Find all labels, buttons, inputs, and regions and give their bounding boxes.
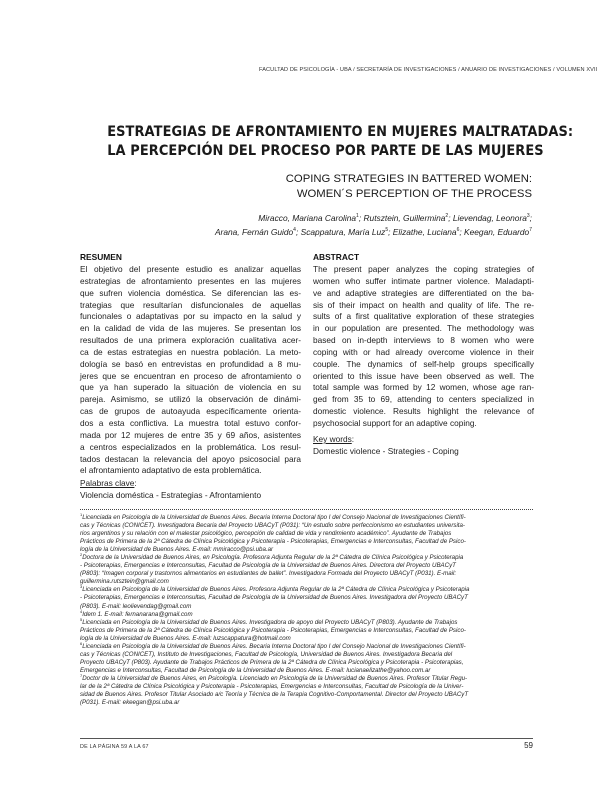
footnotes — [80, 511, 533, 707]
key-words-label: Key words — [313, 434, 352, 444]
abstract-line: domestic violence. Results highlight the relevance of — [313, 406, 534, 417]
author-list — [120, 212, 532, 239]
abstract-line: based on in-depth interviews to 8 women who were — [313, 335, 534, 346]
footnote-line — [80, 554, 533, 562]
footnote-line — [80, 667, 533, 675]
footnote-mark: 5 — [80, 616, 83, 622]
resumen-body — [80, 264, 301, 477]
footnote-text: Doctora de la Universidad de Buenos Aires, en Psicología. Profesora Adjunta Regular de la 2ª Cátedra de Clínica Psicológica y Psicoterapia — [82, 554, 464, 562]
footnote-mark: 1 — [80, 511, 83, 517]
author-name: Arana, Fernán Guido — [214, 226, 294, 237]
resumen-line: funcionales o adaptativas por su impacto en la salud y — [80, 311, 301, 322]
resumen-line: trategias que resultarían disfuncionales de aquellas — [80, 299, 301, 310]
footnote-line — [80, 699, 533, 707]
abstract-line: total sample was formed by 12 women, whose age ran- — [313, 382, 534, 393]
resumen-line: cas de grupos de autoayuda específicamente orienta- — [80, 406, 301, 417]
abstract-line: psychosocial support for an adaptive coping. — [313, 417, 477, 428]
abstract-line: ve and adaptive strategies are differentiated on the ba- — [313, 287, 534, 298]
authors-line-1 — [120, 212, 532, 226]
abstract-body — [313, 264, 534, 430]
footnote-text: Idem 1. E-mail: fernanarana@gmail.com — [82, 610, 193, 618]
author-affiliation-mark: 3 — [526, 213, 530, 220]
resumen-line: estrategias de afrontamiento presentes en las mujeres — [80, 275, 301, 286]
resumen-line: dos a esta conflictiva. La muestra total estuvo confor- — [80, 417, 301, 428]
page-range: DE LA PÁGINA 59 A LA 67 — [80, 744, 149, 750]
title-line-2: LA PERCEPCIÓN DEL PROCESO POR PARTE DE LAS MUJERES — [107, 143, 544, 159]
footnote-line — [80, 627, 533, 635]
resumen-line: en la calidad de vida de las mujeres. Se presentan los — [80, 323, 301, 334]
footnote-line — [80, 640, 533, 651]
resumen-line: el afrontamiento adaptativo de esta problemática. — [80, 465, 262, 476]
author-affiliation-mark: 7 — [529, 226, 532, 233]
footnote-text: Licenciada en Psicología de la Universidad de Buenos Aires. Investigadora de apoyo del Proyecto UBACyT (P803). Ayudante de Trabajos — [82, 618, 458, 626]
footnote-text: Licenciada en Psicología de la Universidad de Buenos Aires. Profesora Adjunta Regular de la 2ª Cátedra de Clínica Psicológica y Psicoterapia — [82, 586, 470, 594]
footnote-text: lar de la 2ª Cátedra de Clínica Psicológica y Psicoterapia - Psicoterapias, Emergencias e Interconsultas, Facultad de Psicología de la Univer- — [80, 682, 464, 690]
footnote-line — [80, 586, 533, 594]
footnote-text: (P803): “Imagen corporal y trastornos alimentarios en estudiantes de ballet”. Investigadora Formada del Proyecto UBACyT (P031). E-mail: — [80, 570, 457, 578]
author-separator: ; — [388, 226, 393, 237]
author-affiliation-mark: 4 — [293, 226, 296, 233]
abstract-line: The present paper analyzes the coping strategies of — [313, 264, 534, 274]
author-affiliation-mark: 6 — [456, 226, 460, 233]
subtitle-line-2: WOMEN´S PERCEPTION OF THE PROCESS — [296, 188, 532, 200]
title-line-1: ESTRATEGIAS DE AFRONTAMIENTO EN MUJERES MALTRATADAS: — [107, 124, 574, 140]
abstract-line: ged from 35 to 69, attending to centers specialized in — [313, 394, 534, 405]
resumen-line: resultados de una primera exploración cualitativa acer- — [80, 335, 301, 346]
footnote-text: - Psicoterapias, Emergencias e Interconsultas, Facultad de Psicología de la Universidad de Buenos Aires. Investigadora del Proyecto UBACyT — [80, 594, 468, 602]
english-title — [260, 172, 532, 202]
author-separator: ; — [358, 213, 364, 223]
resumen-line: a centros especializados en la problemática. Los resul- — [80, 441, 301, 452]
footnote-line — [80, 562, 533, 570]
author-name: Keegan, Eduardo — [464, 226, 530, 237]
footnote-text: (P031). E-mail: ekeegan@psi.uba.ar — [80, 699, 180, 707]
resumen-line: pareja. Asimismo, se utilizó la observación de dinámi- — [80, 394, 301, 405]
footnote-line — [80, 530, 533, 538]
footnote-line — [80, 683, 533, 691]
running-head: FACULTAD DE PSICOLOGÍA - UBA / SECRETARÍA DE INVESTIGACIONES / ANUARIO DE INVESTIGACIONES / VOLUMEN XVII — [259, 67, 598, 73]
footnote-mark: 2 — [80, 552, 83, 558]
page-number: 59 — [524, 741, 533, 750]
footnote-mark: 3 — [80, 584, 83, 590]
footnote-line — [80, 570, 533, 578]
footnote-mark: 7 — [80, 672, 83, 678]
author-name: Elizathe, Luciana — [392, 226, 457, 237]
authors-line-2 — [120, 226, 532, 240]
abstract-line: sis of their impact on health and quality of life. The re- — [313, 299, 534, 310]
key-words: Key words: Domestic violence - Strategies - Coping — [313, 434, 459, 456]
footnote-text: sidad de Buenos Aires. Profesor Titular Asociado a/c Teoría y Técnica de la Terapia Cognitivo-Comportamental. Director del Proyecto UBACyT — [80, 691, 469, 699]
abstract-line: couple. The dynamics of self-help groups specifically — [313, 358, 534, 369]
resumen-line: tados destacan la relevancia del apoyo psicosocial para — [80, 453, 301, 464]
author-affiliation-mark: 2 — [445, 213, 449, 220]
footer-rule — [80, 738, 533, 739]
footnote-text: - Psicoterapias, Emergencias e Interconsultas, Facultad de Psicología de la Universidad de Buenos Aires. Directora del Proyecto UBACyT — [80, 562, 456, 570]
footnote-text: Prácticos de Primera de la 2ª Cátedra de Clínica Psicológica y Psicoterapia - Psicoterapias, Emergencias e Interconsultas, Facultad de Psico- — [80, 538, 466, 546]
resumen-line: dología se basó en entrevistas en profundidad a 8 mu- — [80, 358, 301, 369]
abstract-line: women who suffer intimate partner violence. Maladapti- — [313, 275, 534, 286]
footnote-line — [80, 522, 533, 530]
palabras-clave-label: Palabras clave — [80, 478, 135, 488]
footnote-line — [80, 672, 533, 683]
footnote-mark: 4 — [80, 608, 83, 614]
abstract-heading: ABSTRACT — [313, 252, 360, 262]
author-name: Rutsztein, Guillermina — [363, 213, 446, 223]
footnote-separator — [80, 509, 533, 510]
resumen-heading: RESUMEN — [80, 252, 122, 262]
article-title — [107, 123, 574, 161]
abstract-line: oriented to this issue have been observed as well. The — [313, 370, 534, 381]
abstract-line: in our population are presented. The methodology was — [313, 323, 534, 334]
footnote-line — [80, 608, 533, 619]
footnote-line — [80, 603, 533, 611]
footnote-line — [80, 616, 533, 627]
footnote-line — [80, 594, 533, 602]
author-separator: ; — [459, 226, 465, 237]
footnote-text: guillermina.rutsztein@gmail.com — [80, 578, 169, 586]
footnote-line — [80, 659, 533, 667]
footnote-line — [80, 538, 533, 546]
footnote-text: Emergencias e Interconsultas, Facultad de Psicología de la Universidad de Buenos Aires. E-mail: lucianaelizathe@yahoo.com.ar — [80, 666, 431, 674]
resumen-line: jeres que se encuentran en proceso de afrontamiento o — [80, 370, 301, 381]
footnote-text: Licenciada en Psicología de la Universidad de Buenos Aires. Becaria Interna Doctoral tipo I del Consejo Nacional de Investigaciones Científi- — [82, 642, 466, 650]
footnote-text: (P803). E-mail: leolievendag@gmail.com — [80, 602, 192, 610]
resumen-line: mada por 12 mujeres de entre 35 y 69 años, asistentes — [80, 429, 301, 440]
palabras-clave: Palabras clave: Violencia doméstica - Estrategias - Afrontamiento — [80, 478, 262, 500]
footnote-text: Proyecto UBACyT (P803). Ayudante de Trabajos Prácticos de Primera de la 2ª Cátedra de Clínica Psicológica y Psicoterapia - Psicoterapias, — [80, 658, 464, 666]
footnote-line — [80, 511, 533, 522]
footnote-mark: 6 — [80, 640, 83, 646]
footnote-text: Prácticos de Primera de la 2ª Cátedra de Clínica Psicológica y Psicoterapia - Psicoterapias, Emergencias e Interconsultas, Facultad de Psico- — [80, 626, 466, 634]
resumen-line: que ya han superado la situación de violencia en su — [80, 382, 301, 393]
footnote-text: logía de la Universidad de Buenos Aires. E-mail: mmiracco@psi.uba.ar — [80, 546, 274, 554]
footnote-text: cas y Técnicas (CONICET), Instituto de Investigaciones, Facultad de Psicología, Universidad de Buenos Aires. Investigadora Becaria del — [80, 650, 453, 658]
author-separator: ; — [448, 213, 453, 223]
footnote-line — [80, 635, 533, 643]
author-affiliation-mark: 5 — [385, 226, 389, 233]
author-name: Scappatura, María Luz — [300, 226, 386, 237]
footnote-text: logía de la Universidad de Buenos Aires. E-mail: luzscappatura@hotmail.com — [80, 634, 291, 642]
footnote-text: Licenciada en Psicología de la Universidad de Buenos Aires. Becaria Interna Doctoral tipo I del Consejo Nacional de Investigaciones Científi- — [82, 514, 466, 521]
author-name: Miracco, Mariana Carolina — [258, 213, 357, 223]
footnote-text: rios argentinos y su relación con el malestar psicológico, percepción de calidad de vida y rendimiento académico”. Ayudante de Trabajos — [80, 530, 452, 538]
author-separator: ; — [529, 213, 532, 223]
author-name: Lievendag, Leonora — [452, 213, 527, 223]
author-separator: ; — [295, 226, 301, 237]
footnote-line — [80, 691, 533, 699]
abstract-line: coping with or had already overcome violence in their — [313, 346, 534, 357]
palabras-clave-list: Violencia doméstica - Estrategias - Afrontamiento — [80, 489, 262, 500]
abstract-line: sults of a first qualitative exploration of these strategies — [313, 311, 534, 322]
resumen-line: que sufren violencia doméstica. Se diferencian las es- — [80, 287, 301, 298]
resumen-line: ca de estas estrategias en nuestra población. La meto- — [80, 346, 301, 357]
footnote-text: cas y Técnicas (CONICET). Investigadora Becaria del Proyecto UBACyT (P031): “Un estudio sobre perfeccionismo en estudiantes universita- — [80, 522, 465, 530]
footnote-line — [80, 651, 533, 659]
author-affiliation-mark: 1 — [356, 213, 359, 220]
subtitle-line-1: COPING STRATEGIES IN BATTERED WOMEN: — [285, 173, 532, 185]
key-words-list: Domestic violence - Strategies - Coping — [313, 445, 459, 456]
resumen-line: El objetivo del presente estudio es analizar aquellas — [80, 264, 301, 274]
footnote-text: Doctor de la Universidad de Buenos Aires, en Psicología. Licenciado en Psicología de la Universidad de Buenos Aires. Profesor Titular Regu- — [82, 674, 468, 682]
